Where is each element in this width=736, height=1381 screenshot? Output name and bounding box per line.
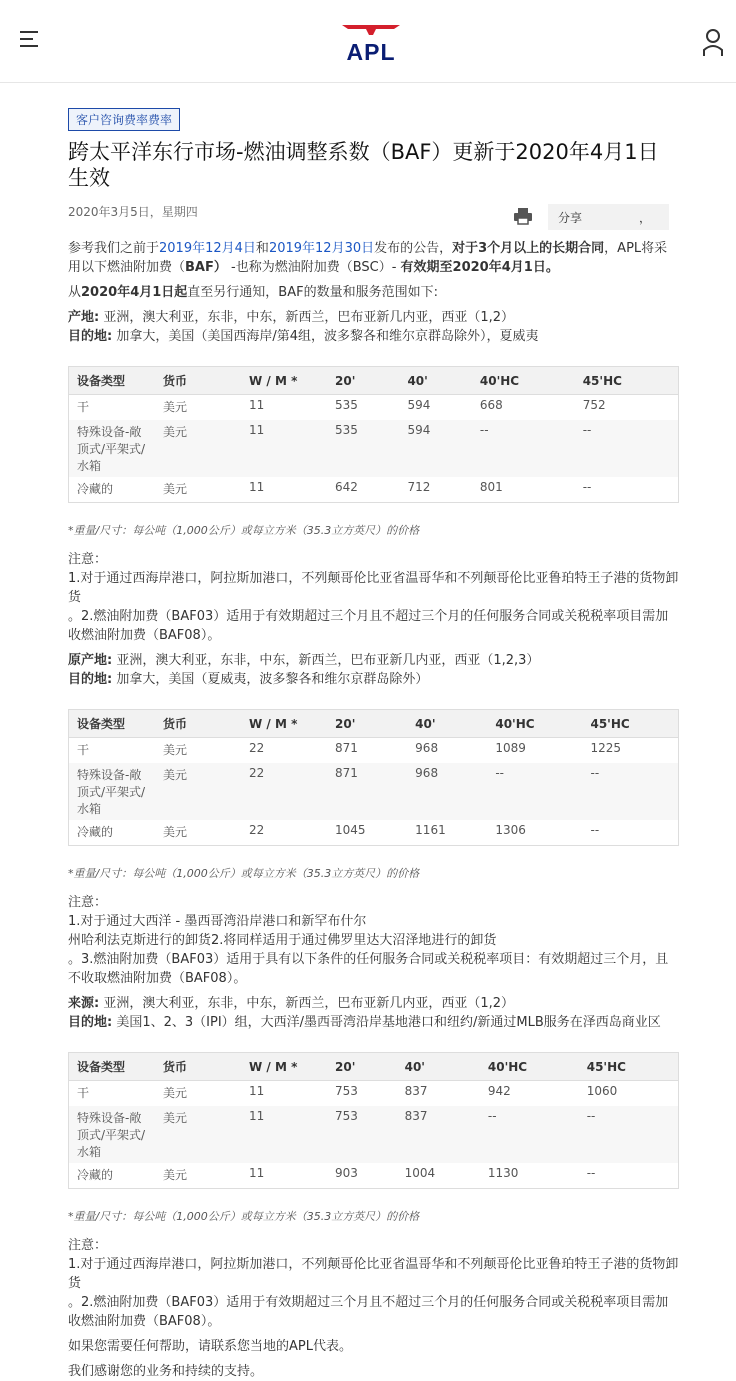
table-row — [69, 420, 679, 477]
table-header-cell: 40'HC — [480, 1053, 579, 1081]
table-cell: 642 — [335, 480, 358, 494]
table-cell: -- — [480, 1106, 579, 1163]
share-comma: ， — [638, 211, 651, 225]
table-header-cell: W / M * — [241, 1053, 327, 1081]
table-cell: 903 — [335, 1166, 358, 1180]
table-cell: 1306 — [495, 823, 526, 837]
table-cell: 22 — [249, 823, 265, 837]
origin-line: 产地: 亚洲，澳大利亚，东非，中东，新西兰，巴布亚新几内亚，西亚（1,2） — [68, 310, 515, 325]
table-row — [69, 820, 679, 846]
table-cell: -- — [472, 420, 575, 477]
print-icon[interactable] — [513, 207, 533, 225]
table-cell: 美元 — [155, 763, 241, 820]
table-cell: 干 — [77, 1086, 90, 1100]
table-cell: -- — [582, 480, 592, 494]
table-cell: 美元 — [163, 1086, 188, 1100]
table-row — [69, 395, 679, 421]
category-tag[interactable]: 客户咨询费率费率 — [68, 108, 180, 131]
baf-table-2 — [68, 709, 679, 846]
table-cell: 594 — [399, 420, 471, 477]
table-header-cell: 20' — [327, 1053, 397, 1081]
logo-text: APL — [346, 39, 396, 65]
scope-paragraph: 从2020年4月1日起直至另行通知，BAF的数量和服务范围如下: — [68, 285, 438, 300]
apl-logo[interactable] — [340, 22, 402, 63]
table-cell: 特殊设备-敞顶式/平架式/水箱 — [69, 420, 156, 477]
table-cell: 特殊设备-敞顶式/平架式/水箱 — [69, 1106, 156, 1163]
destination-line: 目的地: 美国1、2、3（IPI）组，大西洋/墨西哥湾沿岸基地港口和纽约/新通过MLB服务在泽西岛商业区 — [68, 1015, 661, 1030]
share-label: 分享 — [558, 211, 583, 225]
destination-line: 目的地: 加拿大，美国（美国西海岸/第4组，波多黎各和维尔京群岛除外），夏威夷 — [68, 329, 539, 344]
notes-block: 注意： 1.对于通过西海岸港口，阿拉斯加港口，不列颠哥伦比亚省温哥华和不列颠哥伦比亚鲁珀特王子港的货物卸货 。2.燃油附加费（BAF03）适用于有效期超过三个月且不超过三个月的任何服务合同或关税税率项目需加收燃油附加费（BAF08）。 — [68, 1238, 679, 1329]
link-dec-4[interactable]: 2019年12月4日 — [159, 241, 256, 256]
table-cell: -- — [575, 420, 679, 477]
table-cell: 美元 — [163, 1168, 188, 1182]
intro-paragraph: 参考我们之前于2019年12月4日和2019年12月30日发布的公告，对于3个月以上的长期合同，APL将采用以下燃油附加费（BAF） -也称为燃油附加费（BSC）- 有效期至2020年4月1日。 — [68, 241, 668, 275]
table-cell: 11 — [241, 420, 327, 477]
table-cell: 1161 — [415, 823, 446, 837]
hamburger-icon[interactable] — [20, 31, 38, 52]
col-currency: 货币 — [155, 367, 241, 395]
publish-date: 2020年3月5日，星期四 — [68, 205, 198, 219]
table-cell: 美元 — [163, 482, 188, 496]
table-cell: 871 — [335, 741, 358, 755]
table-cell: 美元 — [155, 1106, 241, 1163]
footnote: *重量/尺寸：每公吨（1,000公斤）或每立方米（35.3立方英尺）的价格 — [68, 1210, 420, 1223]
link-dec-30[interactable]: 2019年12月30日 — [268, 241, 375, 256]
table-cell: 535 — [335, 398, 358, 412]
table-cell: 干 — [77, 400, 90, 414]
footnote: *重量/尺寸：每公吨（1,000公斤）或每立方米（35.3立方英尺）的价格 — [68, 524, 420, 537]
col-45hc: 45'HC — [575, 367, 679, 395]
table-cell: 11 — [249, 398, 265, 412]
baf-table-3 — [68, 1052, 679, 1189]
table-cell: 594 — [407, 398, 431, 412]
table-header-cell: 货币 — [155, 710, 241, 738]
col-wm: W / M * — [241, 367, 327, 395]
table-cell: 特殊设备-敞顶式/平架式/水箱 — [69, 763, 156, 820]
table-row — [69, 477, 679, 503]
table-cell: 1225 — [590, 741, 622, 755]
share-dropdown[interactable] — [548, 204, 669, 230]
table-cell: 11 — [249, 480, 265, 494]
table-header-cell: 40'HC — [487, 710, 582, 738]
table-cell: 美元 — [155, 420, 241, 477]
table-cell: 冷藏的 — [77, 1168, 114, 1182]
table-cell: 22 — [249, 741, 265, 755]
destination-line: 目的地: 加拿大，美国（夏威夷，波多黎各和维尔京群岛除外） — [68, 672, 429, 687]
table-row — [69, 1163, 679, 1189]
origin-line: 原产地: 亚洲，澳大利亚，东非，中东，新西兰，巴布亚新几内亚，西亚（1,2,3） — [68, 653, 540, 668]
table-cell: 美元 — [163, 400, 188, 414]
help-text: 如果您需要任何帮助，请联系您当地的APL代表。 — [68, 1339, 352, 1354]
table-cell: 美元 — [163, 825, 188, 839]
footnote: *重量/尺寸：每公吨（1,000公斤）或每立方米（35.3立方英尺）的价格 — [68, 867, 420, 880]
table-header-cell: 40' — [397, 1053, 480, 1081]
table-cell: -- — [586, 1166, 596, 1180]
table-cell: -- — [579, 1106, 679, 1163]
table-header-cell: 45'HC — [579, 1053, 679, 1081]
table-header-cell: W / M * — [241, 710, 327, 738]
table-cell: 712 — [407, 480, 431, 494]
table-cell: 871 — [327, 763, 407, 820]
col-equipment: 设备类型 — [69, 367, 156, 395]
page-title: 跨太平洋东行市场-燃油调整系数（BAF）更新于2020年4月1日生效 — [68, 140, 659, 190]
table-cell: 753 — [327, 1106, 397, 1163]
table-cell: 1060 — [586, 1084, 618, 1098]
col-40hc: 40'HC — [472, 367, 575, 395]
table-cell: -- — [590, 823, 600, 837]
baf-table-1 — [68, 366, 679, 503]
table-cell: -- — [582, 763, 678, 820]
table-cell: 11 — [241, 1106, 327, 1163]
table-cell: 837 — [397, 1106, 480, 1163]
table-cell: 1130 — [487, 1166, 519, 1180]
table-header-cell: 设备类型 — [69, 710, 156, 738]
table-cell: 753 — [335, 1084, 358, 1098]
table-cell: 968 — [415, 741, 439, 755]
table-cell: 968 — [407, 763, 487, 820]
table-cell: 942 — [487, 1084, 511, 1098]
table-cell: 美元 — [163, 743, 188, 757]
table-cell: 752 — [582, 398, 606, 412]
table-cell: 22 — [241, 763, 327, 820]
table-row — [69, 738, 679, 764]
table-cell: -- — [487, 763, 582, 820]
user-icon[interactable] — [702, 28, 724, 62]
col-40: 40' — [399, 367, 471, 395]
table-cell: 冷藏的 — [77, 825, 114, 839]
table-cell: 冷藏的 — [77, 482, 114, 496]
table-row — [69, 1081, 679, 1107]
table-header-cell: 40' — [407, 710, 487, 738]
notes-block: 注意： 1.对于通过西海岸港口，阿拉斯加港口，不列颠哥伦比亚省温哥华和不列颠哥伦比亚鲁珀特王子港的货物卸货 。2.燃油附加费（BAF03）适用于有效期超过三个月且不超过三个月的任何服务合同或关税税率项目需加收燃油附加费（BAF08）。 — [68, 552, 679, 643]
table-row — [69, 1106, 679, 1163]
eagle-logo-icon — [340, 23, 402, 37]
table-cell: 1004 — [404, 1166, 436, 1180]
col-20: 20' — [327, 367, 399, 395]
table-header-cell: 20' — [327, 710, 407, 738]
table-cell: 801 — [479, 480, 503, 494]
thanks-text: 我们感谢您的业务和持续的支持。 — [68, 1364, 264, 1379]
top-header — [0, 0, 736, 83]
table-header-cell: 45'HC — [582, 710, 678, 738]
table-cell: 1089 — [495, 741, 526, 755]
origin-line: 来源: 亚洲，澳大利亚，东非，中东，新西兰，巴布亚新几内亚，西亚（1,2） — [68, 996, 515, 1011]
table-cell: 668 — [479, 398, 503, 412]
table-header-cell: 货币 — [155, 1053, 241, 1081]
table-header-cell: 设备类型 — [69, 1053, 156, 1081]
table-cell: 1045 — [335, 823, 366, 837]
table-cell: 干 — [77, 743, 90, 757]
table-cell: 837 — [404, 1084, 428, 1098]
table-cell: 535 — [327, 420, 399, 477]
table-row — [69, 763, 679, 820]
table-cell: 11 — [249, 1166, 265, 1180]
table-cell: 11 — [249, 1084, 265, 1098]
notes-block: 注意： 1.对于通过大西洋 - 墨西哥湾沿岸港口和新罕布什尔 州哈利法克斯进行的卸货2.将同样适用于通过佛罗里达大沼泽地进行的卸货 。3.燃油附加费（BAF03）适用于具有以下条件的任何服务合同或关税税率项目：有效期超过三个月，且不收取燃油附加费（BAF08）。 — [68, 895, 669, 986]
